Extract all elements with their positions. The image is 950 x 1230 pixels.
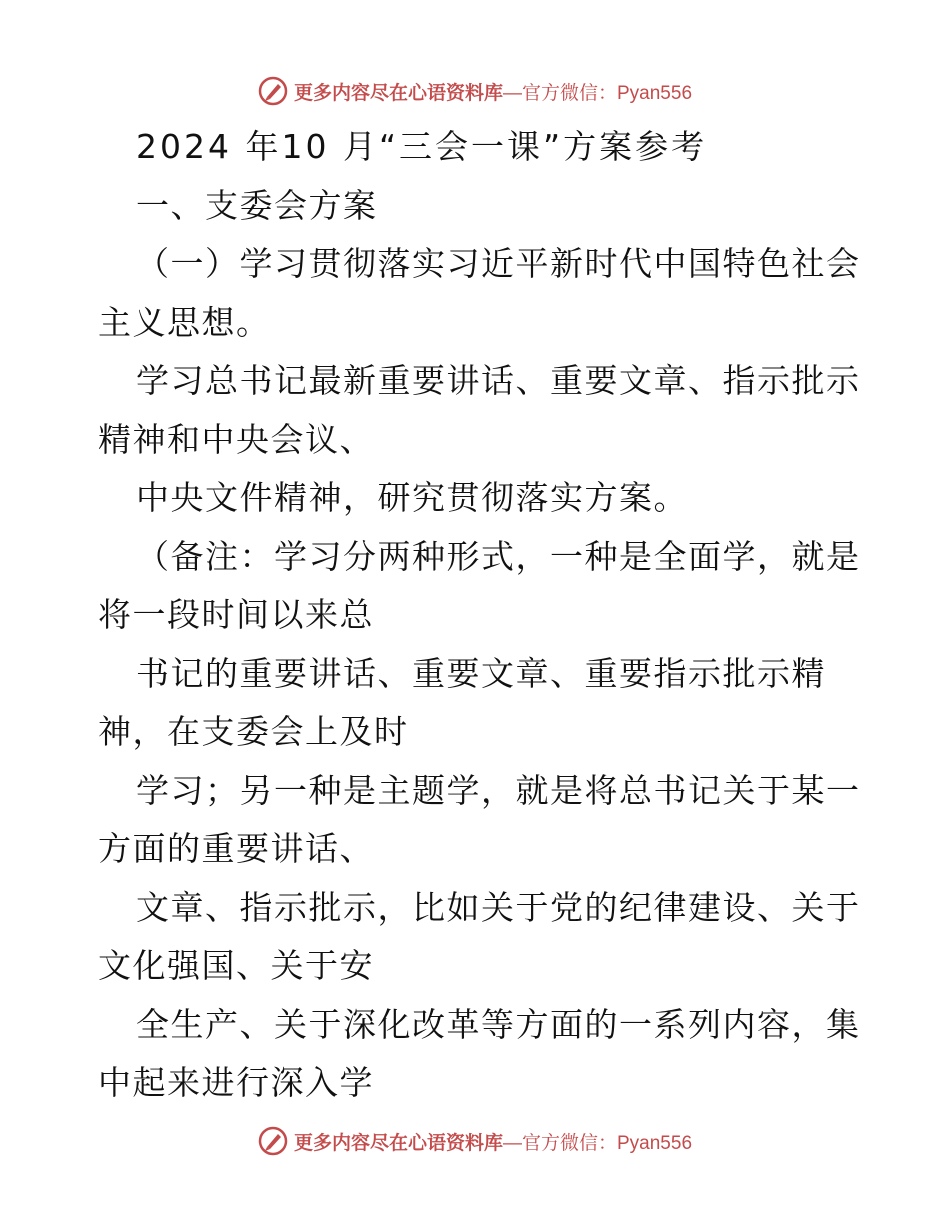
pen-logo-icon [258, 76, 288, 106]
text-line: 中央文件精神，研究贯彻落实方案。 [136, 478, 688, 517]
text-line: （备注：学习分两种形式，一种是全面学，就是 [136, 536, 861, 576]
header-promo-text: 更多内容尽在心语资料库 [293, 81, 503, 104]
text-line: 文化强国、关于安 [98, 946, 374, 985]
text-line: 书记的重要讲话、重要文章、重要指示批示精 [136, 653, 826, 693]
section-heading: 一、支委会方案 [136, 185, 378, 225]
document-body [98, 118, 861, 1113]
footer-wechat-text: —官方微信：Pyan556 [503, 1132, 693, 1154]
header-wechat-text: —官方微信：Pyan556 [503, 82, 693, 104]
text-line: 将一段时间以来总 [98, 595, 374, 634]
text-line: 主义思想。 [98, 302, 271, 342]
header-banner [0, 71, 950, 111]
pen-logo-icon [258, 1126, 288, 1156]
text-line: 文章、指示批示，比如关于党的纪律建设、关于 [136, 887, 861, 927]
text-line: 学习总书记最新重要讲话、重要文章、指示批示 [136, 361, 861, 400]
text-line: 精神和中央会议、 [98, 419, 374, 459]
text-line: 神，在支委会上及时 [98, 712, 409, 751]
document-title: 2024 年10 月“三会一课”方案参考 [136, 127, 708, 166]
text-line: （一）学习贯彻落实习近平新时代中国特色社会 [136, 244, 861, 283]
text-line: 方面的重要讲话、 [98, 829, 374, 868]
text-line: 学习；另一种是主题学，就是将总书记关于某一 [136, 770, 861, 810]
text-line: 中起来进行深入学 [98, 1063, 374, 1102]
footer-banner [0, 1121, 950, 1161]
footer-promo-text: 更多内容尽在心语资料库 [293, 1131, 503, 1154]
text-line: 全生产、关于深化改革等方面的一系列内容，集 [136, 1004, 861, 1044]
